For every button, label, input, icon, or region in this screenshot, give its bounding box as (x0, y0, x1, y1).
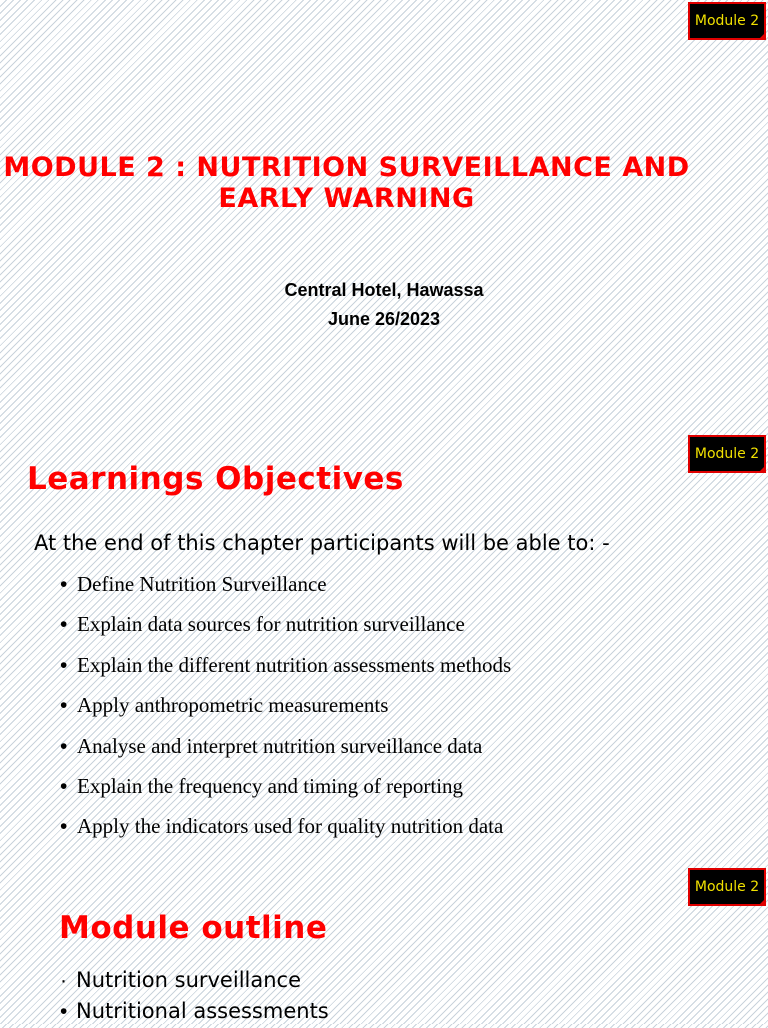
objectives-list (60, 571, 511, 854)
bullet-icon: • (60, 815, 68, 839)
objectives-heading: Learnings Objectives (27, 461, 404, 497)
outline-heading: Module outline (59, 910, 328, 946)
list-item: • Nutritional assessments (60, 997, 329, 1028)
slide-title (0, 0, 768, 433)
bullet-icon: · (60, 969, 67, 992)
slide-outline (0, 866, 768, 1024)
slide-title-heading: MODULE 2 : NUTRITION SURVEILLANCE AND EARLY WARNING (3, 152, 690, 214)
list-item: • Define Nutrition Surveillance (60, 572, 327, 596)
list-item: • Analyse and interpret nutrition surveillance data (60, 733, 483, 758)
bullet-icon: • (60, 1000, 68, 1023)
module-badge: Module 2 (688, 868, 766, 906)
outline-list (60, 966, 329, 1028)
list-item: · Nutrition surveillance (60, 966, 329, 997)
list-item: • Apply the indicators used for quality nutrition data (60, 814, 504, 839)
list-item: • Apply anthropometric measurements (60, 693, 389, 718)
bullet-icon: • (60, 774, 68, 798)
list-item: • Explain the different nutrition assessments methods (60, 652, 512, 677)
venue-text: Central Hotel, Hawassa (284, 280, 484, 300)
module-badge: Module 2 (688, 2, 766, 40)
bullet-icon: • (60, 573, 68, 596)
module-badge: Module 2 (688, 435, 766, 473)
bullet-icon: • (60, 734, 68, 758)
date-text: June 26/2023 (327, 309, 441, 329)
list-item: • Explain the frequency and timing of reporting (60, 773, 464, 798)
bullet-icon: • (60, 694, 68, 718)
bullet-icon: • (60, 613, 68, 637)
list-item: • Explain data sources for nutrition surveillance (60, 612, 465, 637)
objectives-intro: At the end of this chapter participants will be able to: - (34, 531, 610, 555)
slide-objectives (0, 433, 768, 866)
bullet-icon: • (60, 653, 68, 677)
